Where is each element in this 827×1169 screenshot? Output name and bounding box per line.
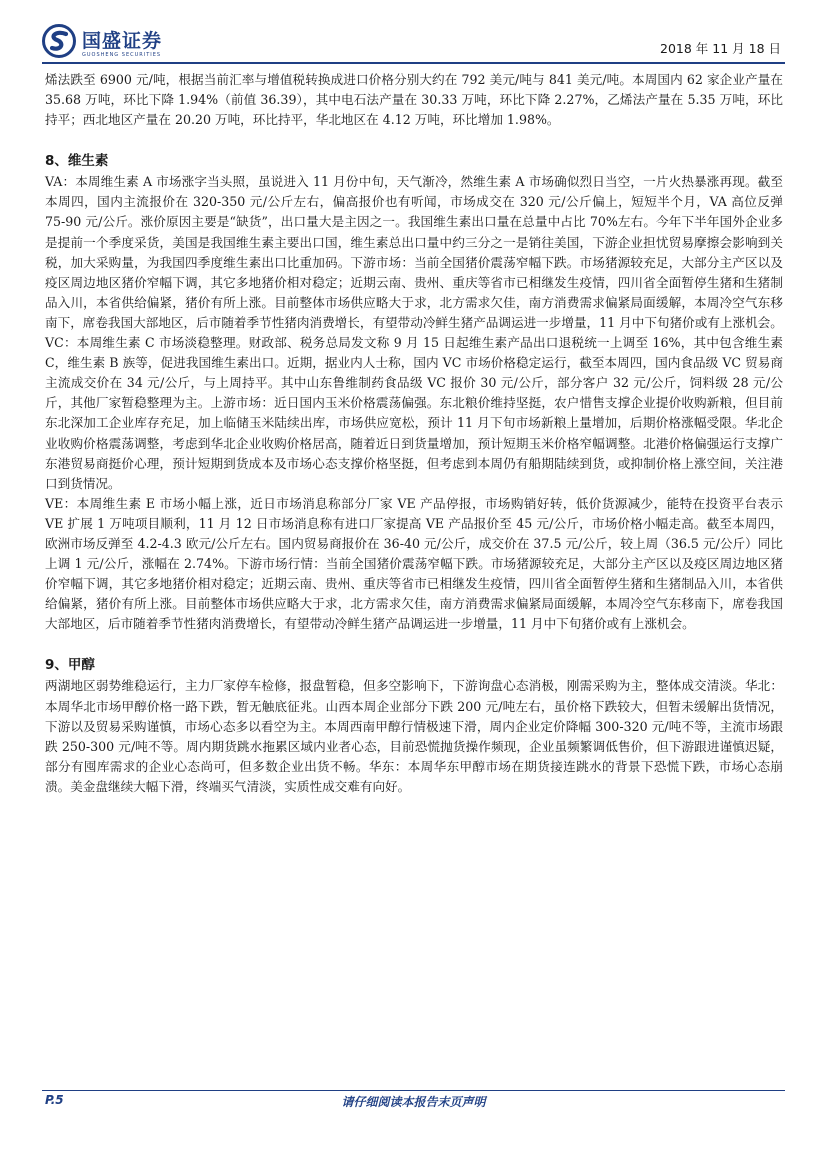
section-title-vitamin: 8、维生素 <box>45 153 109 170</box>
footer-disclaimer: 请仔细阅读本报告末页声明 <box>341 1095 486 1109</box>
footer-divider <box>42 1090 785 1091</box>
report-body <box>45 70 783 797</box>
paragraph-methanol: 两湖地区弱势维稳运行，主力厂家停车检修，报盘暂稳，但多空影响下，下游询盘心态消极，刚需采购为主，整体成交清淡。华北：本周华北市场甲醇价格一路下跌，暂无触底征兆。山西本周企业部分下跌 200 元/吨左右，虽价格下跌较大，但暂未缓解出货情况，下游以及贸易采购谨慎，市场心态多以看空为主。本周西南甲醇行情极速下滑，周内企业定价降幅 300-320 元/吨不等，主流市场跟跌 250-300 元/吨不等。周内期货跳水拖累区域内业者心态，目前恐慌抛货操作频现，企业虽频繁调低售价，但下游跟进谨慎迟疑，部分有囤库需求的企业心态尚可，但多数企业出货不畅。华东：本周华东甲醇市场在期货接连跳水的背景下恐慌下跌，市场心态崩溃。美金盘继续大幅下滑，终端买气清淡，实质性成交难有向好。 <box>45 678 783 794</box>
company-name: 国盛证券 <box>82 30 163 52</box>
company-name-en: GUOSHENG SECURITIES <box>82 52 162 58</box>
header-divider <box>42 62 785 64</box>
report-date: 2018 年 11 月 18 日 <box>660 41 781 56</box>
paragraph-vc: VC：本周维生素 C 市场淡稳整理。财政部、税务总局发文称 9 月 15 日起维生素产品出口退税统一上调至 16%，其中包含维生素 C，维生素 B 族等，促进我国维生素出口。近期，据业内人士称，国内 VC 市场价格稳定运行，截至本周四，国内食品级 VC 贸易商主流成交价在 34 元/公斤，与上周持平。其中山东鲁维制药食品级 VC 报价 30 元/公斤，部分客户 32 元/公斤，饲料级 28 元/公斤，其他厂家暂稳整理为主。上游市场：近日国内玉米价格震荡偏强。东北粮价维持坚挺，农户惜售支撑企业提价收购新粮，但目前东北深加工企业库存充足，加上临储玉米陆续出库，市场供应宽松，预计 11 月下旬市场新粮上量增加，后期价格涨幅受限。华北企业收购价格震荡调整，考虑到华北企业收购价格居高，随着近日到货量增加，预计短期玉米价格窄幅调整。北港价格偏强运行支撑广东港贸易商挺价心理，预计短期到货成本及市场心态支撑价格坚挺，但考虑到本周仍有船期陆续到货，或抑制价格上涨空间，关注港口到货情况。 <box>45 335 783 491</box>
page-number: P.5 <box>45 1093 64 1107</box>
page-header <box>42 22 785 66</box>
paragraph-va: VA：本周维生素 A 市场涨字当头照，虽说进入 11 月份中旬，天气渐冷，然维生素 A 市场确似烈日当空，一片火热暴涨再现。截至本周四，国内主流报价在 320-350 元/公斤左右，偏高报价也有听闻，市场成交在 320 元/公斤偏上，短短半个月，VA 高位反弹 75-90 元/公斤。涨价原因主要是“缺货”，出口量大是主因之一。我国维生素出口量在总量中占比 70%左右。今年下半年国外企业多是提前一个季度采货，美国是我国维生素主要出口国，维生素总出口量中约三分之一是销往美国，下游企业担忧贸易摩擦会影响到关税，加大采购量，为我国四季度维生素出口比重加码。下游市场：当前全国猪价震荡窄幅下跌。市场猪源较充足，大部分主产区以及疫区周边地区猪价窄幅下调，其它多地猪价相对稳定；近期云南、贵州、重庆等省市已相继发生疫情，四川省全面暂停生猪和生猪制品入川，本省供给偏紧，猪价有所上涨。目前整体市场供应略大于求，北方需求欠佳，南方消费需求偏紧局面缓解，本周冷空气东移南下，席卷我国大部地区，后市随着季节性猪肉消费增长，有望带动冷鲜生猪产品调运进一步增量，11 月中下旬猪价或有上涨机会。 <box>45 174 783 330</box>
intro-paragraph: 烯法跌至 6900 元/吨，根据当前汇率与增值税转换成进口价格分别大约在 792 美元/吨与 841 美元/吨。本周国内 62 家企业产量在 35.68 万吨，环比下降 1.94%（前值 36.39），其中电石法产量在 30.33 万吨，环比下降 2.27%，乙烯法产量在 5.35 万吨，环比持平；西北地区产量在 20.20 万吨，环比持平，华北地区在 4.12 万吨，环比增加 1.98%。 <box>45 72 783 128</box>
company-logo <box>42 22 192 66</box>
section-title-methanol: 9、甲醇 <box>45 657 95 674</box>
guosheng-logo-icon <box>42 24 76 58</box>
paragraph-ve: VE：本周维生素 E 市场小幅上涨，近日市场消息称部分厂家 VE 产品停报，市场购销好转，低价货源减少，能特在投资平台表示 VE 扩展 1 万吨项目顺利，11 月 12 日市场消息称有进口厂家提高 VE 产品报价至 45 元/公斤，市场价格小幅走高。截至本周四，欧洲市场反弹至 4.2-4.3 欧元/公斤左右。国内贸易商报价在 36-40 元/公斤，成交价在 37.5 元/公斤，较上周（36.5 元/公斤）同比上调 1 元/公斤，涨幅在 2.74%。下游市场行情：当前全国猪价震荡窄幅下跌。市场猪源较充足，大部分主产区以及疫区周边地区猪价窄幅下调，其它多地猪价相对稳定；近期云南、贵州、重庆等省市已相继发生疫情，四川省全面暂停生猪和生猪制品入川，本省供给偏紧，猪价有所上涨。目前整体市场供应略大于求，北方需求欠佳，南方消费需求偏紧局面缓解，本周冷空气东移南下，席卷我国大部地区，后市随着季节性猪肉消费增长，有望带动冷鲜生猪产品调运进一步增量，11 月中下旬猪价或有上涨机会。 <box>45 495 783 632</box>
